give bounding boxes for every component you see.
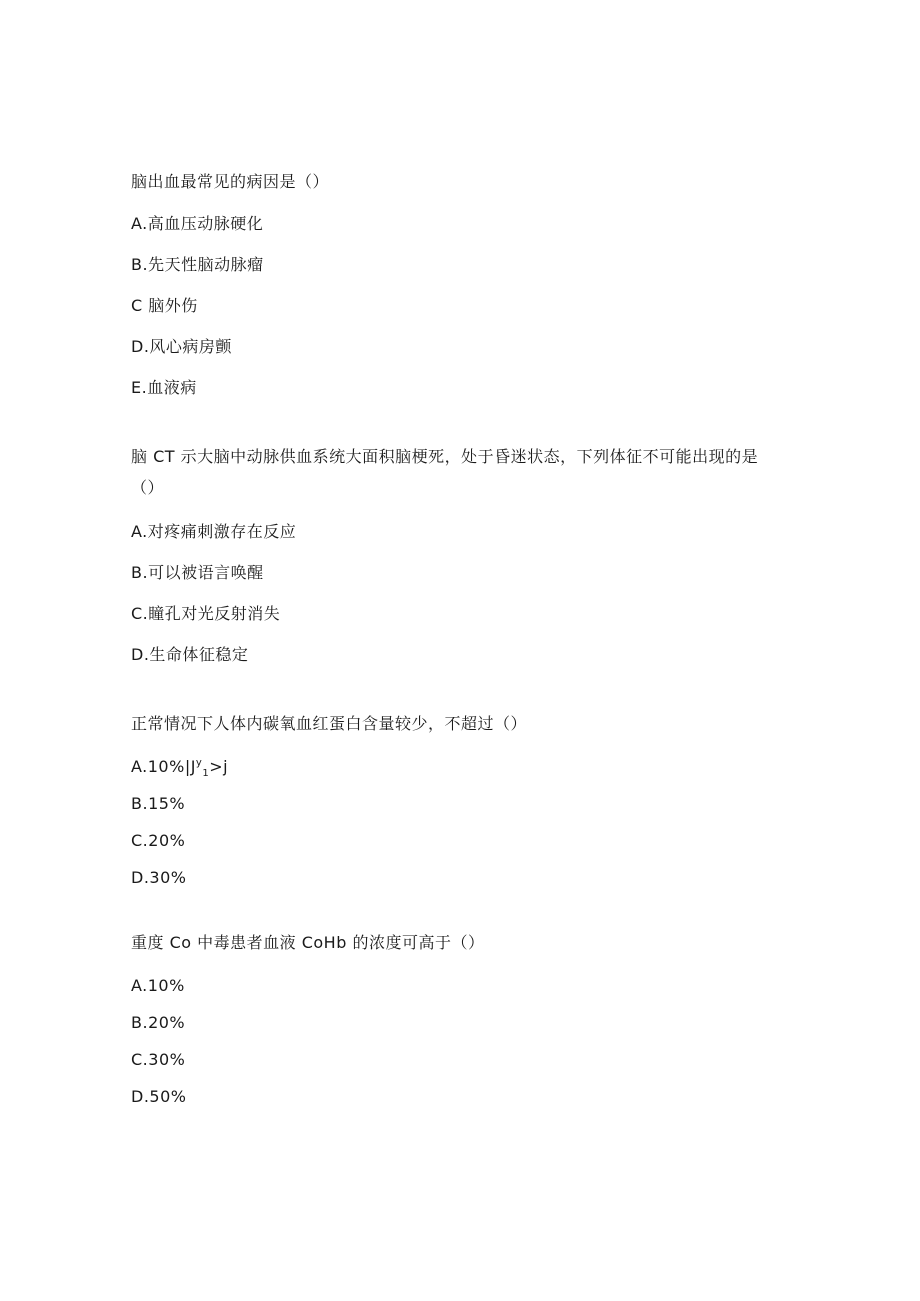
option-b: B.可以被语言唤醒 — [131, 563, 264, 582]
question-stem-continued: （） — [131, 478, 165, 497]
option-d: D.生命体征稳定 — [131, 645, 249, 664]
option-c: C.20% — [131, 831, 186, 850]
question-stem: 脑 CT 示大脑中动脉供血系统大面积脑梗死，处于昏迷状态，下列体征不可能出现的是 — [131, 447, 759, 466]
option-d: D.50% — [131, 1087, 187, 1106]
option-d: D.风心病房颤 — [131, 337, 232, 356]
option-a: A.10% — [131, 976, 185, 995]
option-b: B.15% — [131, 794, 186, 813]
option-b: B.20% — [131, 1013, 186, 1032]
option-c: C 脑外伤 — [131, 296, 198, 315]
question-stem: 重度 Co 中毒患者血液 CoHb 的浓度可高于（） — [131, 933, 485, 952]
option-a: A.对疼痛刺激存在反应 — [131, 522, 297, 541]
option-a-artifact-tail: >j — [209, 757, 229, 776]
question-stem: 脑出血最常见的病因是（） — [131, 172, 330, 191]
question-stem: 正常情况下人体内碳氧血红蛋白含量较少，不超过（） — [131, 714, 528, 733]
option-d: D.30% — [131, 868, 187, 887]
option-c: C.30% — [131, 1050, 186, 1069]
option-c: C.瞳孔对光反射消失 — [131, 604, 281, 623]
option-b: B.先天性脑动脉瘤 — [131, 255, 264, 274]
option-a: A.高血压动脉硬化 — [131, 214, 264, 233]
option-a-artifact-sub: 1 — [202, 768, 210, 780]
option-a — [131, 756, 228, 778]
option-a-artifact: |J — [184, 757, 196, 776]
option-e: E.血液病 — [131, 378, 197, 397]
option-a-text: A.10% — [131, 757, 185, 776]
option-a-artifact-sup: y — [195, 757, 203, 769]
